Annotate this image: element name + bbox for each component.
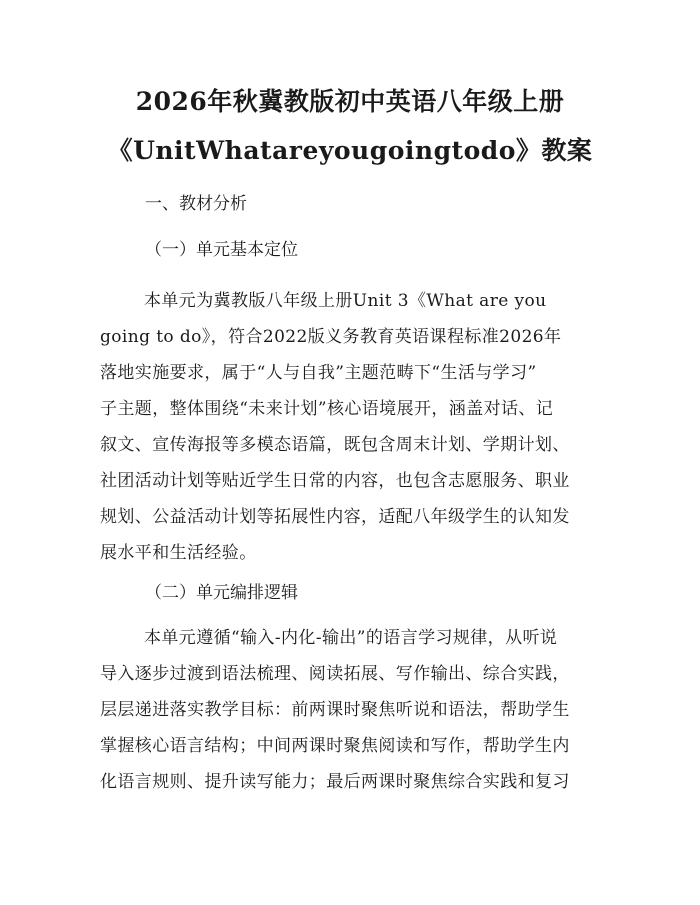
paragraph-line: 化语言规则、提升读写能力；最后两课时聚焦综合实践和复习: [100, 772, 570, 792]
paragraph-line: going to do》，符合2022版义务教育英语课程标准2026年: [100, 327, 562, 347]
paragraph-line: 叙文、宣传海报等多模态语篇，既包含周末计划、学期计划、: [100, 435, 570, 455]
section-heading-textbook-analysis: 一、教材分析: [145, 194, 247, 214]
document-title-line-2: 《UnitWhatareyougoingtodo》教案: [107, 136, 593, 165]
paragraph-unit-positioning: [100, 283, 610, 571]
subsection-heading-unit-arrangement: （二）单元编排逻辑: [145, 583, 298, 603]
paragraph-line: 社团活动计划等贴近学生日常的内容，也包含志愿服务、职业: [100, 471, 570, 491]
document-title-line-1: 2026年秋冀教版初中英语八年级上册: [135, 87, 565, 116]
paragraph-line: 展水平和生活经验。: [100, 543, 257, 563]
paragraph-line: 子主题，整体围绕“未来计划”核心语境展开，涵盖对话、记: [100, 399, 554, 419]
paragraph-unit-arrangement: [100, 620, 610, 800]
paragraph-line: 掌握核心语言结构；中间两课时聚焦阅读和写作，帮助学生内: [100, 736, 570, 756]
paragraph-line: 层层递进落实教学目标：前两课时聚焦听说和语法，帮助学生: [100, 700, 570, 720]
paragraph-line: 落地实施要求，属于“人与自我”主题范畴下“生活与学习”: [100, 363, 537, 383]
paragraph-line: 规划、公益活动计划等拓展性内容，适配八年级学生的认知发: [100, 507, 570, 527]
paragraph-line: 本单元遵循“输入-内化-输出”的语言学习规律，从听说: [144, 628, 558, 648]
paragraph-line: 导入逐步过渡到语法梳理、阅读拓展、写作输出、综合实践，: [100, 664, 570, 684]
paragraph-line: 本单元为冀教版八年级上册Unit 3《What are you: [144, 291, 547, 311]
subsection-heading-unit-positioning: （一）单元基本定位: [145, 240, 298, 260]
